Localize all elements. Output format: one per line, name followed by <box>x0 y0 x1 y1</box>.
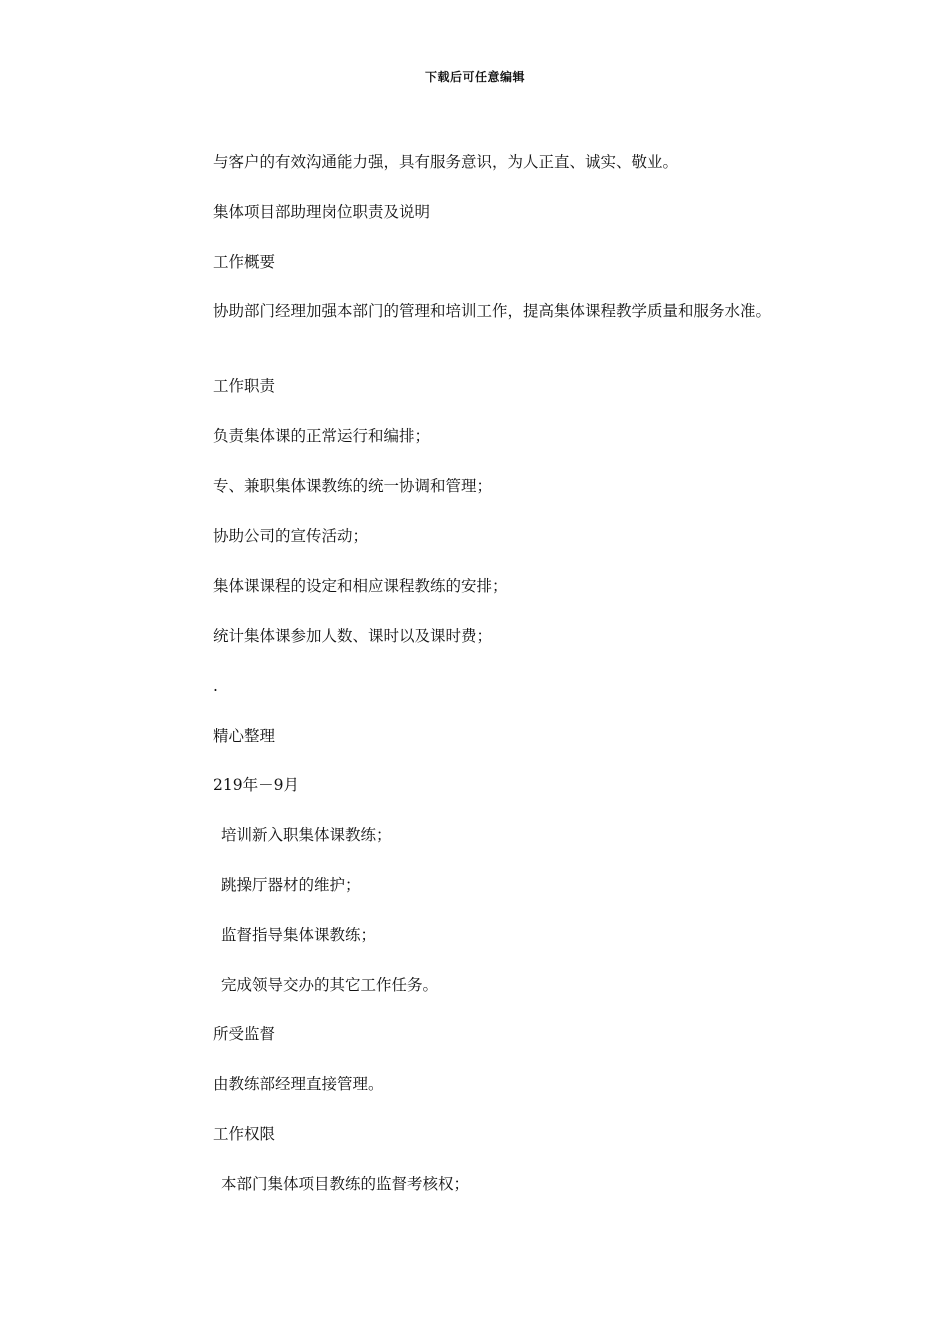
duty-item: 培训新入职集体课教练； <box>221 826 392 844</box>
page-footer-note: 精心整理 <box>213 727 276 745</box>
duty-item: 专、兼职集体课教练的统一协调和管理； <box>213 477 493 495</box>
duty-item: 协助公司的宣传活动； <box>213 527 369 545</box>
paragraph-supervision: 由教练部经理直接管理。 <box>213 1075 384 1093</box>
heading-duties: 工作职责 <box>213 377 276 395</box>
duty-item: 监督指导集体课教练； <box>221 926 377 944</box>
page-header-title: 下载后可任意编辑 <box>424 70 525 84</box>
paragraph-qualification: 与客户的有效沟通能力强，具有服务意识，为人正直、诚实、敬业。 <box>213 153 679 171</box>
heading-work-summary: 工作概要 <box>213 253 276 271</box>
separator-dot: . <box>213 677 218 695</box>
duty-item: 完成领导交办的其它工作任务。 <box>221 976 439 994</box>
paragraph-work-summary: 协助部门经理加强本部门的管理和培训工作，提高集体课程教学质量和服务水准。 <box>213 302 772 320</box>
page-footer-date: 219年－9月 <box>213 776 299 794</box>
duty-item: 跳操厅器材的维护； <box>221 876 361 894</box>
duty-item: 统计集体课参加人数、课时以及课时费； <box>213 627 493 645</box>
authority-item: 本部门集体项目教练的监督考核权； <box>221 1175 470 1193</box>
heading-supervision: 所受监督 <box>213 1025 276 1043</box>
duty-item: 集体课课程的设定和相应课程教练的安排； <box>213 577 508 595</box>
duty-item: 负责集体课的正常运行和编排； <box>213 427 431 445</box>
heading-authority: 工作权限 <box>213 1125 276 1143</box>
section-title: 集体项目部助理岗位职责及说明 <box>213 203 431 221</box>
